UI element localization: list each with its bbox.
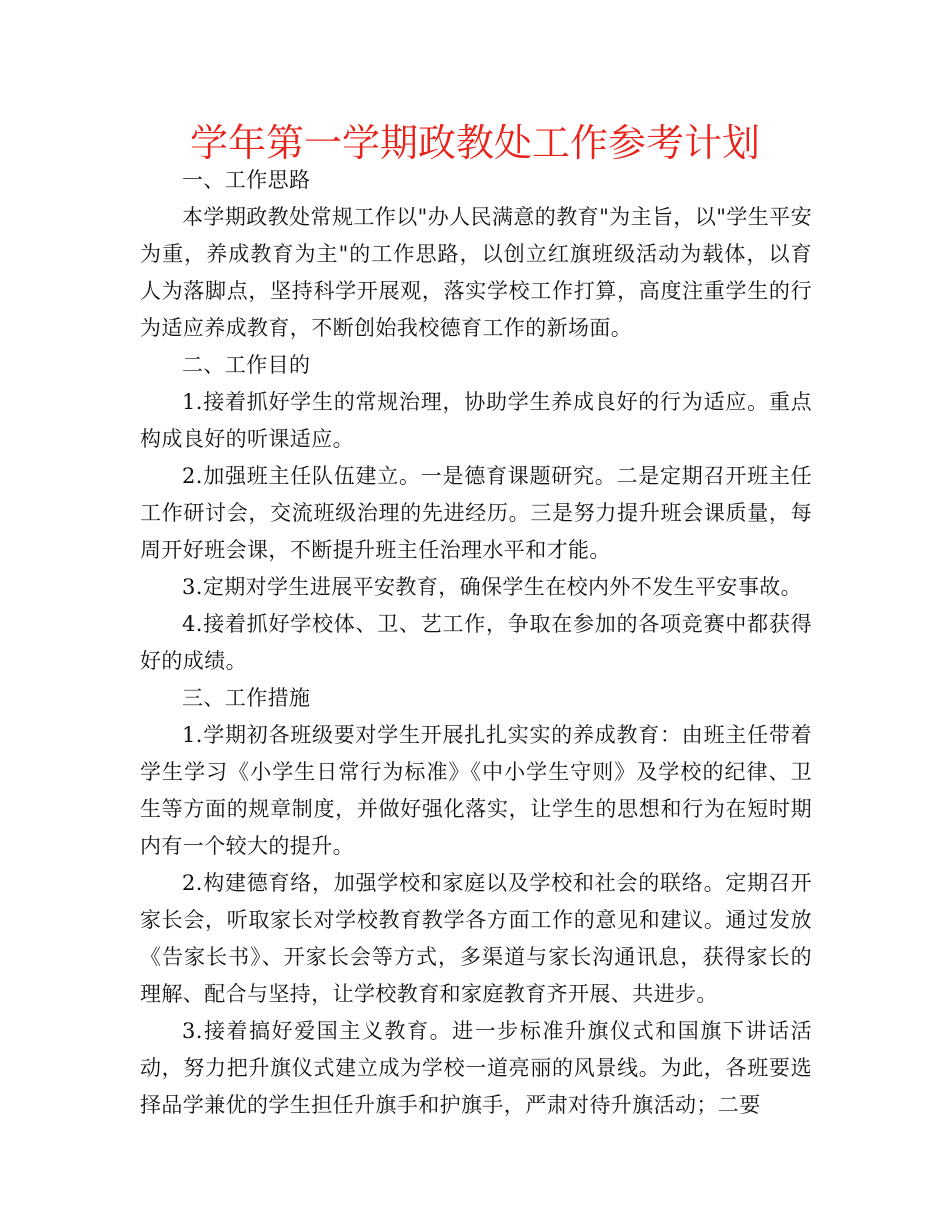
paragraph: 本学期政教处常规工作以"办人民满意的教育"为主旨，以"学生平安为重，养成教育为主"的工作思路，以创立红旗班级活动为载体，以育人为落脚点，坚持科学开展观，落实学校工作打算，高度注重学生的行为适应养成教育，不断创始我校德育工作的新场面。 — [140, 205, 812, 340]
paragraph: 1.接着抓好学生的常规治理，协助学生养成良好的行为适应。重点构成良好的听课适应。 — [140, 390, 812, 451]
paragraph: 3.定期对学生进展平安教育，确保学生在校内外不发生平安事故。 — [182, 575, 803, 599]
document-title: 学年第一学期政教处工作参考计划 — [189, 121, 760, 165]
section-heading-work-measures: 三、工作措施 — [182, 686, 311, 710]
document-body — [140, 162, 812, 1124]
section-heading-work-goals: 二、工作目的 — [182, 353, 311, 377]
paragraph: 1.学期初各班级要对学生开展扎扎实实的养成教育：由班主任带着学生学习《小学生日常行为标准》《中小学生守则》及学校的纪律、卫生等方面的规章制度，并做好强化落实，让学生的思想和行为在短时期内有一个较大的提升。 — [140, 723, 812, 858]
paragraph: 2.构建德育络，加强学校和家庭以及学校和社会的联络。定期召开家长会，听取家长对学校教育教学各方面工作的意见和建议。通过发放《告家长书》、开家长会等方式，多渠道与家长沟通讯息，获得家长的理解、配合与坚持，让学校教育和家庭教育齐开展、共进步。 — [140, 871, 812, 1006]
paragraph: 4.接着抓好学校体、卫、艺工作，争取在参加的各项竞赛中都获得好的成绩。 — [140, 612, 812, 673]
paragraph: 3.接着搞好爱国主义教育。进一步标准升旗仪式和国旗下讲话活动，努力把升旗仪式建立成为学校一道亮丽的风景线。为此，各班要选择品学兼优的学生担任升旗手和护旗手，严肃对待升旗活动；二要 — [140, 1019, 812, 1117]
paragraph: 2.加强班主任队伍建立。一是德育课题研究。二是定期召开班主任工作研讨会，交流班级治理的先进经历。三是努力提升班会课质量，每周开好班会课，不断提升班主任治理水平和才能。 — [140, 464, 812, 562]
section-heading-work-approach: 一、工作思路 — [182, 168, 311, 192]
